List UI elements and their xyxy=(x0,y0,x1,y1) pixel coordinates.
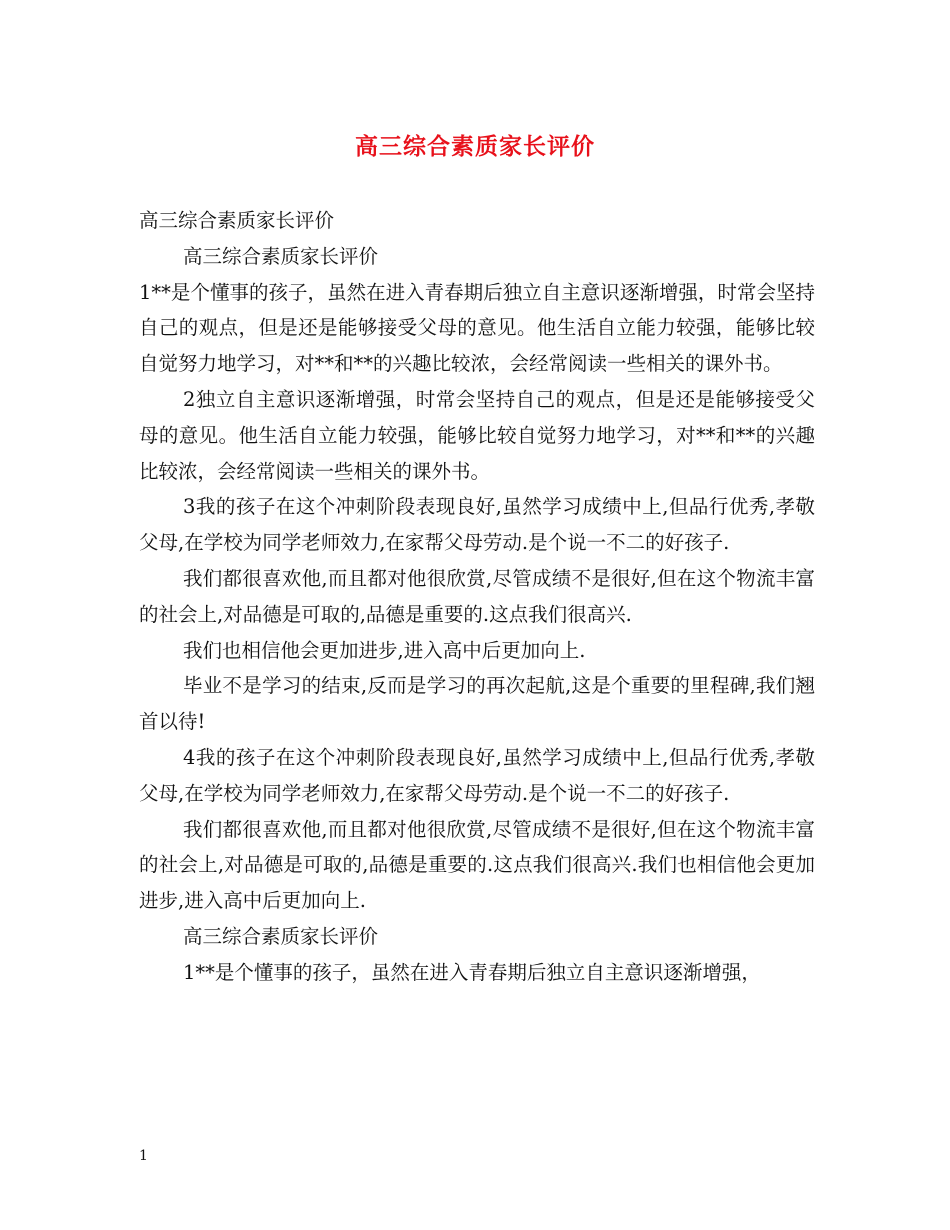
paragraph-5: 3我的孩子在这个冲刺阶段表现良好,虽然学习成绩中上,但品行优秀,孝敬父母,在学校为同学老师效力,在家帮父母劳动.是个说一不二的好孩子. xyxy=(139,495,815,555)
paragraph-2: 高三综合素质家长评价 xyxy=(183,244,379,268)
page-number: 1 xyxy=(139,1148,148,1164)
paragraph-12: 1**是个懂事的孩子，虽然在进入青春期后独立自主意识逐渐增强， xyxy=(183,960,761,984)
paragraph-9: 4我的孩子在这个冲刺阶段表现良好,虽然学习成绩中上,但品行优秀,孝敬父母,在学校为同学老师效力,在家帮父母劳动.是个说一不二的好孩子. xyxy=(139,745,815,805)
paragraph-4: 2独立自主意识逐渐增强，时常会坚持自己的观点，但是还是能够接受父母的意见。他生活自立能力较强，能够比较自觉努力地学习，对**和**的兴趣比较浓，会经常阅读一些相关的课外书。 xyxy=(139,387,815,483)
document-title: 高三综合素质家长评价 xyxy=(355,134,595,160)
paragraph-11: 高三综合素质家长评价 xyxy=(183,924,379,948)
document-body xyxy=(139,203,815,991)
paragraph-1: 高三综合素质家长评价 xyxy=(139,209,335,232)
paragraph-10: 我们都很喜欢他,而且都对他很欣赏,尽管成绩不是很好,但在这个物流丰富的社会上,对品德是可取的,品德是重要的.这点我们很高兴.我们也相信他会更加进步,进入高中后更加向上. xyxy=(139,817,815,913)
paragraph-8: 毕业不是学习的结束,反而是学习的再次起航,这是个重要的里程碑,我们翘首以待! xyxy=(139,674,815,734)
paragraph-3: 1**是个懂事的孩子，虽然在进入青春期后独立自主意识逐渐增强，时常会坚持自己的观点，但是还是能够接受父母的意见。他生活自立能力较强，能够比较自觉努力地学习，对**和**的兴趣比较浓，会经常阅读一些相关的课外书。 xyxy=(139,280,815,376)
paragraph-7: 我们也相信他会更加进步,进入高中后更加向上. xyxy=(183,638,586,662)
paragraph-6: 我们都很喜欢他,而且都对他很欣赏,尽管成绩不是很好,但在这个物流丰富的社会上,对品德是可取的,品德是重要的.这点我们很高兴. xyxy=(139,566,815,626)
